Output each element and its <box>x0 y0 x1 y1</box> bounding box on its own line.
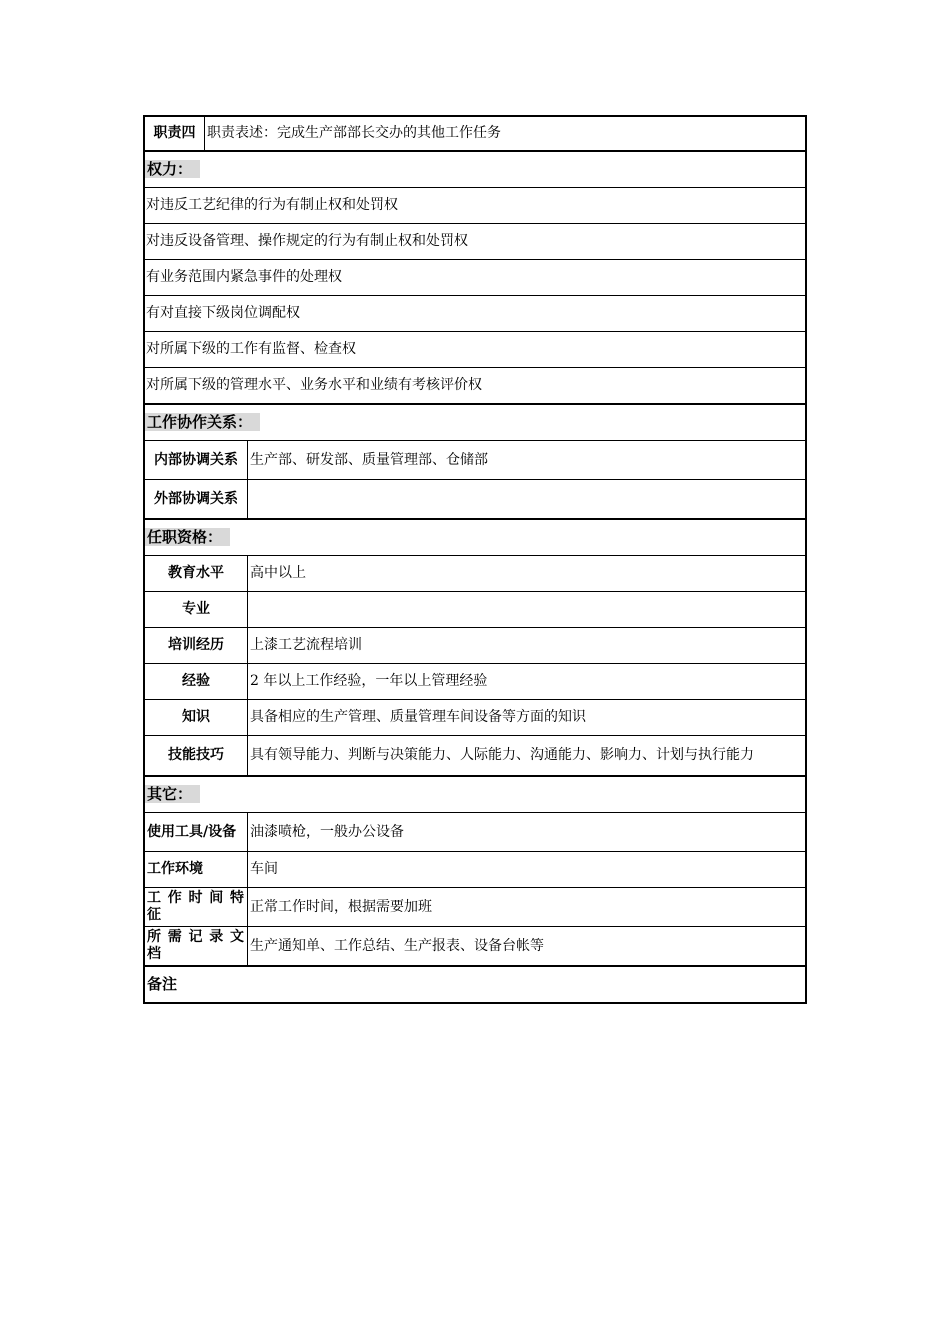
qualifications-header-row <box>143 520 807 556</box>
other-label: 工作时间特征 <box>145 888 248 926</box>
power-item: 对所属下级的管理水平、业务水平和业绩有考核评价权 <box>146 377 482 393</box>
power-item-row <box>143 368 807 405</box>
qualification-value: 2 年以上工作经验，一年以上管理经验 <box>250 673 488 689</box>
duty4-row <box>143 115 807 152</box>
remarks-label: 备注 <box>147 975 178 993</box>
other-title: 其它： <box>145 785 200 803</box>
power-item-row <box>143 224 807 260</box>
internal-coordination-value: 生产部、研发部、质量管理部、仓储部 <box>250 451 488 468</box>
qualification-row <box>143 664 807 700</box>
power-item: 对违反设备管理、操作规定的行为有制止权和处罚权 <box>146 233 468 249</box>
qualification-value: 上漆工艺流程培训 <box>250 637 362 653</box>
other-value: 油漆喷枪，一般办公设备 <box>250 823 404 840</box>
other-value: 车间 <box>250 861 278 877</box>
other-label: 工作环境 <box>145 852 248 887</box>
power-item: 有对直接下级岗位调配权 <box>146 305 300 321</box>
external-coordination-value <box>248 480 805 518</box>
powers-title: 权力： <box>145 160 200 178</box>
qualification-value: 高中以上 <box>250 565 306 581</box>
power-item: 有业务范围内紧急事件的处理权 <box>146 269 342 285</box>
qualification-row <box>143 556 807 592</box>
qualification-value <box>248 592 805 627</box>
other-row <box>143 927 807 967</box>
qualification-row <box>143 592 807 628</box>
power-item: 对违反工艺纪律的行为有制止权和处罚权 <box>146 197 398 213</box>
cooperation-header-row <box>143 405 807 441</box>
cooperation-title: 工作协作关系： <box>145 413 260 431</box>
other-row <box>143 813 807 852</box>
qualification-label: 知识 <box>145 700 248 735</box>
internal-coordination-row <box>143 441 807 480</box>
remarks-row <box>143 967 807 1004</box>
qualification-label: 教育水平 <box>145 556 248 591</box>
internal-coordination-label: 内部协调关系 <box>145 441 248 479</box>
power-item-row <box>143 260 807 296</box>
other-row <box>143 888 807 927</box>
qualification-row <box>143 628 807 664</box>
qualifications-title: 任职资格： <box>145 528 230 546</box>
qualification-label: 经验 <box>145 664 248 699</box>
other-value: 生产通知单、工作总结、生产报表、设备台帐等 <box>250 937 544 954</box>
powers-header-row <box>143 152 807 188</box>
power-item-row <box>143 296 807 332</box>
external-coordination-label: 外部协调关系 <box>145 480 248 518</box>
external-coordination-row <box>143 480 807 520</box>
qualification-label: 专业 <box>145 592 248 627</box>
job-description-table <box>143 115 807 1004</box>
qualification-row <box>143 736 807 777</box>
qualification-value: 具备相应的生产管理、质量管理车间设备等方面的知识 <box>250 709 586 725</box>
other-label: 所需记录文档 <box>145 927 248 965</box>
qualification-label: 技能技巧 <box>145 736 248 775</box>
power-item-row <box>143 332 807 368</box>
other-value: 正常工作时间，根据需要加班 <box>250 898 432 915</box>
duty4-text: 职责表述：完成生产部部长交办的其他工作任务 <box>207 125 501 141</box>
other-header-row <box>143 777 807 813</box>
qualification-value: 具有领导能力、判断与决策能力、人际能力、沟通能力、影响力、计划与执行能力 <box>250 747 754 763</box>
other-row <box>143 852 807 888</box>
qualification-label: 培训经历 <box>145 628 248 663</box>
power-item: 对所属下级的工作有监督、检查权 <box>146 341 356 357</box>
power-item-row <box>143 188 807 224</box>
duty4-label: 职责四 <box>145 117 205 150</box>
qualification-row <box>143 700 807 736</box>
other-label: 使用工具/设备 <box>145 813 248 851</box>
